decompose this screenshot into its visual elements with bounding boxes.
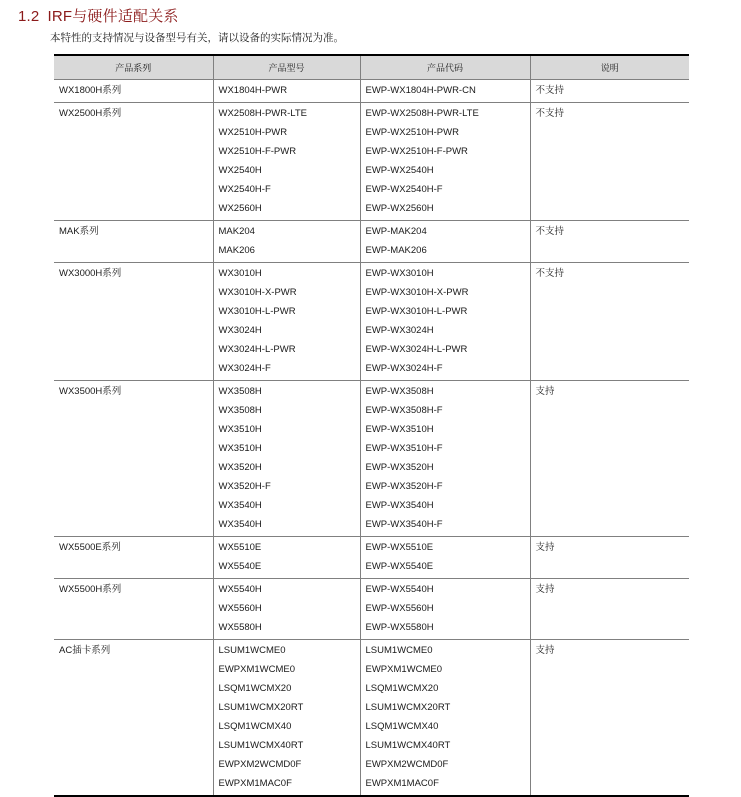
cell-product-models [213,221,360,263]
product-code: EWP-WX3010H [365,268,434,279]
cell-product-models [213,579,360,640]
product-model: WX2510H-F-PWR [218,146,297,157]
section-intro: 本特性的支持情况与设备型号有关，请以设备的实际情况为准。 [50,32,344,44]
product-model: WX3010H [218,268,262,279]
product-model: LSQM1WCMX20 [218,683,292,694]
product-code: EWP-WX3024H-F [365,363,443,374]
table-row [54,381,689,537]
product-model: WX2540H [218,165,262,176]
product-model: EWPXM1MAC0F [218,778,292,789]
product-code: EWP-WX3520H-F [365,481,443,492]
product-model: EWPXM1WCME0 [218,664,296,675]
product-model: WX3024H-L-PWR [218,344,296,355]
series-name: MAK系列 [59,226,99,237]
support-status: 不支持 [535,268,565,279]
table-row [54,80,689,103]
product-code: EWP-WX3520H [365,462,434,473]
product-model: LSUM1WCMX40RT [218,740,304,751]
cell-product-codes [360,381,530,537]
cell-description [530,640,689,797]
product-model: WX5580H [218,622,262,633]
header-product-code: 产品代码 [360,55,530,80]
table-row [54,579,689,640]
cell-product-series [54,537,213,579]
product-code: LSUM1WCMX20RT [365,702,451,713]
product-code: EWP-WX5510E [365,542,434,553]
cell-product-models [213,80,360,103]
product-code: EWP-WX2560H [365,203,434,214]
cell-description [530,579,689,640]
cell-product-codes [360,263,530,381]
product-model: LSUM1WCME0 [218,645,286,656]
cell-product-models [213,537,360,579]
product-code: EWPXM1WCME0 [365,664,443,675]
cell-product-codes [360,579,530,640]
table-row [54,537,689,579]
product-model: WX3540H [218,500,262,511]
cell-product-codes [360,537,530,579]
cell-product-series [54,80,213,103]
header-product-series: 产品系列 [54,55,213,80]
cell-description [530,80,689,103]
cell-product-codes [360,221,530,263]
product-code: LSUM1WCME0 [365,645,433,656]
cell-description [530,263,689,381]
product-code: EWP-WX3010H-X-PWR [365,287,469,298]
product-code: EWP-WX2510H-PWR [365,127,459,138]
cell-product-models [213,263,360,381]
product-model: WX3510H [218,424,262,435]
product-model: WX3510H [218,443,262,454]
product-code: EWP-WX3010H-L-PWR [365,306,468,317]
product-model: WX3024H [218,325,262,336]
series-name: WX2500H系列 [59,108,122,119]
product-model: WX2560H [218,203,262,214]
cell-product-series [54,221,213,263]
support-status: 支持 [535,645,555,656]
table-row [54,221,689,263]
support-status: 不支持 [535,85,565,96]
header-description: 说明 [530,55,689,80]
cell-description [530,537,689,579]
cell-product-codes [360,640,530,797]
series-name: AC插卡系列 [59,645,111,656]
product-model: EWPXM2WCMD0F [218,759,302,770]
table-row [54,263,689,381]
support-status: 不支持 [535,226,565,237]
cell-product-series [54,103,213,221]
product-model: WX3508H [218,405,262,416]
cell-product-codes [360,103,530,221]
cell-product-series [54,579,213,640]
product-code: EWP-WX2510H-F-PWR [365,146,468,157]
product-code: LSUM1WCMX40RT [365,740,451,751]
product-code: EWP-WX3024H-L-PWR [365,344,468,355]
series-name: WX3000H系列 [59,268,122,279]
product-code: EWP-MAK204 [365,226,427,237]
table-row [54,640,689,797]
product-code: LSQM1WCMX40 [365,721,439,732]
product-code: EWP-WX2508H-PWR-LTE [365,108,479,119]
product-code: LSQM1WCMX20 [365,683,439,694]
cell-description [530,103,689,221]
product-model: WX3508H [218,386,262,397]
product-model: WX3520H [218,462,262,473]
product-model: WX2510H-PWR [218,127,288,138]
support-status: 支持 [535,386,555,397]
product-model: WX3520H-F [218,481,271,492]
support-status: 支持 [535,542,555,553]
cell-product-series [54,381,213,537]
product-code: EWP-WX3540H-F [365,519,443,530]
product-model: MAK206 [218,245,255,256]
product-code: EWP-WX3510H [365,424,434,435]
cell-product-models [213,640,360,797]
product-code: EWP-WX5560H [365,603,434,614]
cell-description [530,221,689,263]
product-model: WX2508H-PWR-LTE [218,108,308,119]
product-code: EWP-WX5540H [365,584,434,595]
product-model: WX3010H-X-PWR [218,287,297,298]
support-status: 支持 [535,584,555,595]
product-model: LSQM1WCMX40 [218,721,292,732]
product-model: WX5560H [218,603,262,614]
product-code: EWP-WX2540H-F [365,184,443,195]
series-name: WX1800H系列 [59,85,122,96]
product-code: EWP-WX1804H-PWR-CN [365,85,476,96]
product-model: MAK204 [218,226,255,237]
cell-product-codes [360,80,530,103]
header-product-model: 产品型号 [213,55,360,80]
product-code: EWP-WX3508H-F [365,405,443,416]
cell-product-series [54,263,213,381]
table-body [54,80,689,797]
product-model: WX3540H [218,519,262,530]
product-code: EWP-WX3540H [365,500,434,511]
product-code: EWP-WX5540E [365,561,434,572]
section-title: IRF与硬件适配关系 [47,8,179,25]
product-model: WX1804H-PWR [218,85,288,96]
product-code: EWPXM2WCMD0F [365,759,449,770]
product-model: WX3010H-L-PWR [218,306,296,317]
support-status: 不支持 [535,108,565,119]
product-model: WX5510E [218,542,262,553]
product-code: EWP-MAK206 [365,245,427,256]
series-name: WX3500H系列 [59,386,122,397]
cell-product-models [213,381,360,537]
series-name: WX5500E系列 [59,542,121,553]
cell-product-series [54,640,213,797]
series-name: WX5500H系列 [59,584,122,595]
product-model: WX3024H-F [218,363,271,374]
section-number: 1.2 [18,8,40,25]
section-heading [18,5,179,26]
table-header-row [54,55,689,80]
product-code: EWP-WX3510H-F [365,443,443,454]
cell-description [530,381,689,537]
product-model: LSUM1WCMX20RT [218,702,304,713]
compatibility-table [54,54,689,797]
product-code: EWP-WX3024H [365,325,434,336]
product-model: WX2540H-F [218,184,271,195]
product-code: EWP-WX3508H [365,386,434,397]
product-model: WX5540E [218,561,262,572]
cell-product-models [213,103,360,221]
product-model: WX5540H [218,584,262,595]
table-row [54,103,689,221]
product-code: EWP-WX2540H [365,165,434,176]
product-code: EWP-WX5580H [365,622,434,633]
product-code: EWPXM1MAC0F [365,778,439,789]
